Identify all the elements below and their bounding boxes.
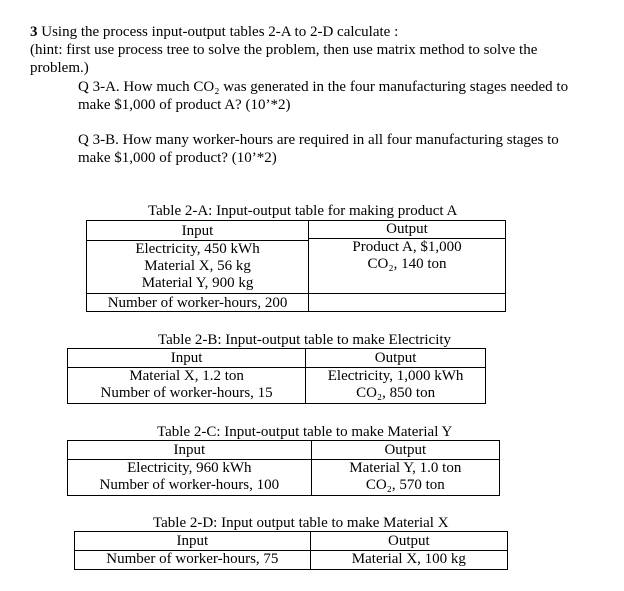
hint-line-1: (hint: first use process tree to solve the problem, then use matrix method to solve the <box>30 42 538 58</box>
table-d-input-1: Number of worker-hours, 75 <box>106 551 279 567</box>
table-b-output-header: Output <box>306 350 485 368</box>
table-b-output-1: Electricity, 1,000 kWh <box>327 368 464 384</box>
table-b-input-header: Input <box>68 350 305 368</box>
question-a-line-2: make $1,000 of product A? (10’*2) <box>78 97 291 113</box>
table-b-input-cell <box>68 349 306 404</box>
table-a-output-header: Output <box>309 221 505 239</box>
table-b <box>67 348 486 404</box>
question-number: 3 <box>30 24 38 40</box>
hint-line-2: problem.) <box>30 60 89 76</box>
table-a-output-empty <box>309 294 506 312</box>
table-c-input-cell <box>68 441 312 496</box>
table-a-output-cell <box>309 221 506 294</box>
table-d-caption: Table 2-D: Input output table to make Material X <box>153 515 449 531</box>
table-b-caption: Table 2-B: Input-output table to make Electricity <box>158 332 452 348</box>
table-c <box>67 440 500 496</box>
table-a-input-cell <box>87 221 309 294</box>
table-b-output-cell <box>306 349 486 404</box>
table-c-output-cell <box>311 441 499 496</box>
question-intro: Using the process input-output tables 2-A to 2-D calculate : <box>41 24 399 40</box>
table-c-output-1: Material Y, 1.0 ton <box>349 460 462 476</box>
question-a-line-1: Q 3-A. How much CO₂ was generated in the four manufacturing stages needed to <box>78 79 569 95</box>
table-b-output-2: CO₂, 850 ton <box>356 385 436 401</box>
table-a-output-1: Product A, $1,000 <box>352 239 462 255</box>
question-b-line-2: make $1,000 of product? (10’*2) <box>78 150 277 166</box>
table-a-input-header: Input <box>87 223 308 241</box>
table-a-input-2: Material X, 56 kg <box>144 257 251 274</box>
table-d-output-1: Material X, 100 kg <box>351 551 466 567</box>
table-c-output-2: CO₂, 570 ton <box>365 477 445 493</box>
table-c-output-header: Output <box>312 442 499 460</box>
table-a-input-4: Number of worker-hours, 200 <box>87 294 309 312</box>
table-c-input-2: Number of worker-hours, 100 <box>99 477 280 493</box>
table-a-caption: Table 2-A: Input-output table for making product A <box>148 203 458 219</box>
table-a-input-3: Material Y, 900 kg <box>141 274 254 291</box>
table-d-output-header: Output <box>311 533 507 551</box>
table-c-input-header: Input <box>68 442 311 460</box>
table-a <box>86 220 506 312</box>
table-d-input-cell <box>75 532 311 570</box>
table-d-output-cell <box>310 532 507 570</box>
table-d <box>74 531 508 570</box>
question-b-line-1: Q 3-B. How many worker-hours are required in all four manufacturing stages to <box>78 132 559 148</box>
table-d-input-header: Input <box>75 533 310 551</box>
table-b-input-2: Number of worker-hours, 15 <box>100 385 273 401</box>
table-c-input-1: Electricity, 960 kWh <box>127 460 252 476</box>
table-c-caption: Table 2-C: Input-output table to make Material Y <box>157 424 453 440</box>
question-intro-line <box>30 24 398 41</box>
table-b-input-1: Material X, 1.2 ton <box>129 368 244 384</box>
table-a-output-2: CO₂, 140 ton <box>367 256 447 272</box>
table-a-input-1: Electricity, 450 kWh <box>135 240 260 257</box>
